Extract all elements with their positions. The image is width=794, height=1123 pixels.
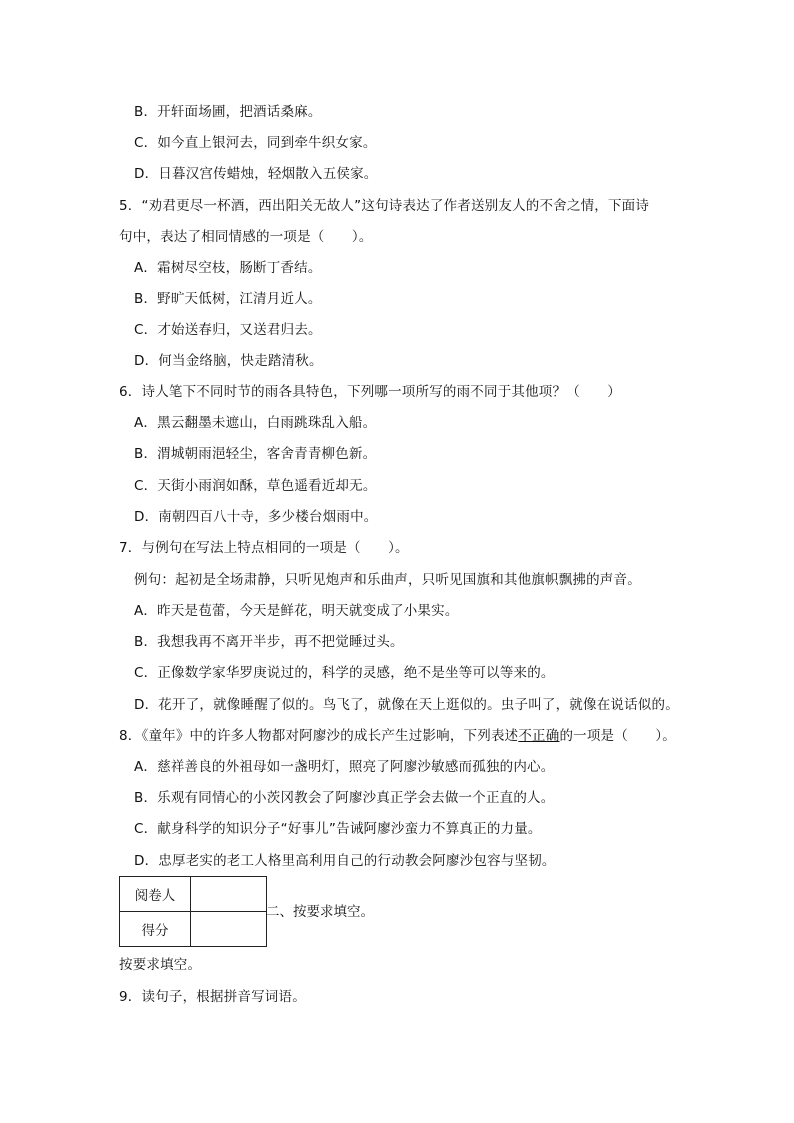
q7-option-b: B．我想我再不离开半步，再不把觉睡过头。: [134, 634, 404, 650]
score-blank[interactable]: [191, 912, 267, 947]
score-box: [119, 876, 267, 947]
q8-option-b: B．乐观有同情心的小茨冈教会了阿廖沙真正学会去做一个正直的人。: [134, 790, 555, 806]
reviewer-blank[interactable]: [191, 877, 267, 912]
q6-option-a: A．黑云翻墨未遮山，白雨跳珠乱入船。: [134, 415, 377, 431]
q5-option-d: D．何当金络脑，快走踏清秋。: [134, 353, 323, 369]
q9-stem: 9．读句子，根据拼音写词语。: [119, 989, 306, 1005]
q8-stem: [119, 727, 676, 745]
q6-stem: 6．诗人笔下不同时节的雨各具特色，下列哪一项所写的雨不同于其他项？（ ）: [119, 384, 621, 400]
q8-stem-pre: 8．《童年》中的许多人物都对阿廖沙的成长产生过影响，下列表述: [119, 728, 519, 744]
q4-option-d: D．日暮汉宫传蜡烛，轻烟散入五侯家。: [134, 166, 378, 182]
q7-option-d: D．花开了，就像睡醒了似的。鸟飞了，就像在天上逛似的。虫子叫了，就像在说话似的。: [134, 697, 679, 713]
section2-title: 二、按要求填空。: [266, 904, 374, 920]
q7-option-a: A．昨天是苞蕾，今天是鲜花，明天就变成了小果实。: [134, 603, 459, 619]
q7-option-c: C．正像数学家华罗庚说过的，科学的灵感，绝不是坐等可以等来的。: [134, 665, 555, 681]
q8-stem-post: 的一项是（ ）。: [559, 728, 677, 744]
q6-option-b: B．渭城朝雨浥轻尘，客舍青青柳色新。: [134, 446, 377, 462]
score-label: 得分: [120, 912, 191, 947]
q7-stem: 7．与例句在写法上特点相同的一项是（ ）。: [119, 540, 409, 556]
q7-example: 例句：起初是全场肃静，只听见炮声和乐曲声，只听见国旗和其他旗帜飘拂的声音。: [134, 572, 641, 588]
q4-option-b: B．开轩面场圃，把酒话桑麻。: [134, 104, 322, 120]
q6-option-d: D．南朝四百八十寺，多少楼台烟雨中。: [134, 509, 378, 525]
q8-stem-underline: 不正确: [518, 728, 560, 744]
q5-stem-line2: 句中，表达了相同情感的一项是（ ）。: [119, 229, 373, 245]
q8-option-a: A．慈祥善良的外祖母如一盏明灯，照亮了阿廖沙敏感而孤独的内心。: [134, 759, 555, 775]
q8-option-c: C．献身科学的知识分子“好事儿”告诫阿廖沙蛮力不算真正的力量。: [134, 821, 542, 837]
q5-stem-line1: 5．“劝君更尽一杯酒，西出阳关无故人”这句诗表达了作者送别友人的不舍之情，下面诗: [119, 198, 650, 214]
q5-option-c: C．才始送春归，又送君归去。: [134, 322, 322, 338]
q8-option-d: D．忠厚老实的老工人格里高利用自己的行动教会阿廖沙包容与坚韧。: [134, 853, 556, 869]
section2-instruction: 按要求填空。: [119, 957, 202, 973]
q5-option-b: B．野旷天低树，江清月近人。: [134, 291, 322, 307]
reviewer-label: 阅卷人: [120, 877, 191, 912]
q5-option-a: A．霜树尽空枝，肠断丁香结。: [134, 260, 322, 276]
q4-option-c: C．如今直上银河去，同到牵牛织女家。: [134, 135, 377, 151]
q6-option-c: C．天街小雨润如酥，草色遥看近却无。: [134, 478, 377, 494]
